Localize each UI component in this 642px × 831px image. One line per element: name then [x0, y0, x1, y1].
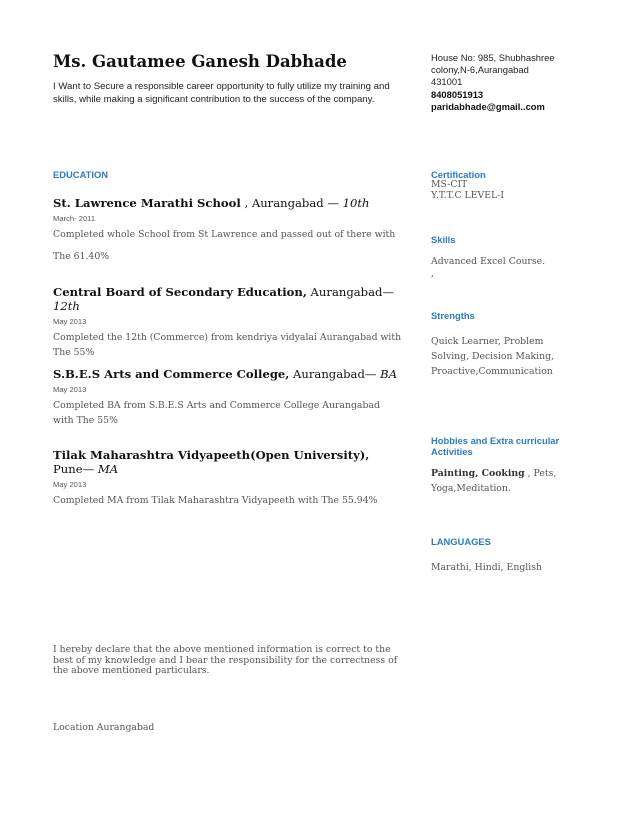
strengths-text: Quick Learner, Problem Solving, Decision Making, Proactive,Communication	[431, 336, 554, 377]
certification-heading: Certification	[431, 169, 486, 180]
degree-name: 12th	[53, 299, 80, 313]
degree-name: 10th	[342, 196, 370, 210]
degree-name: MA	[97, 462, 119, 476]
education-heading: EDUCATION	[53, 169, 109, 180]
strengths-section	[431, 310, 566, 379]
languages-text: Marathi, Hindi, English	[431, 562, 542, 573]
skills-section	[431, 234, 611, 279]
strengths-heading: Strengths	[431, 310, 475, 321]
candidate-name: Ms. Gautamee Ganesh Dabhade	[53, 52, 347, 71]
skills-item: ,	[431, 268, 434, 279]
institution-location: Aurangabad—	[289, 367, 381, 381]
education-title	[53, 448, 388, 476]
email-address: paridabhade@gmail..com	[431, 100, 545, 112]
education-description: Completed the 12th (Commerce) from kendriya vidyalai Aurangabad with The 55%	[53, 332, 402, 358]
education-title	[53, 367, 403, 381]
education-entry	[53, 196, 403, 268]
skills-heading: Skills	[431, 234, 456, 245]
address-line-2: colony,N-6,Aurangabad	[431, 64, 529, 76]
institution-name: St. Lawrence Marathi School	[53, 196, 241, 210]
skills-item: Advanced Excel Course.	[431, 256, 546, 267]
hobbies-section	[431, 435, 581, 496]
hobbies-highlight: Painting, Cooking	[431, 468, 525, 479]
career-objective: I Want to Secure a responsible career opportunity to fully utilize my training and skills, while making a significant contribution to the success of the company.	[53, 81, 390, 105]
certification-item: Y.T.T.C LEVEL-I	[431, 189, 504, 201]
education-date: March- 2011	[53, 214, 96, 223]
degree-name: BA	[380, 367, 398, 381]
institution-location: Pune—	[53, 462, 98, 476]
education-entry	[53, 448, 388, 508]
declaration-text: I hereby declare that the above mentioned information is correct to the best of my knowledge and I bear the responsibility for the correctness of the above mentioned particulars.	[53, 644, 398, 676]
education-date: May 2013	[53, 317, 87, 326]
institution-location: , Aurangabad —	[240, 196, 343, 210]
location-text: Location Aurangabad	[53, 722, 155, 733]
address-line-3: 431001	[431, 76, 463, 88]
education-date: May 2013	[53, 480, 87, 489]
certification-section	[431, 169, 611, 201]
institution-name: Tilak Maharashtra Vidyapeeth(Open University),	[53, 448, 370, 462]
education-title	[53, 196, 403, 210]
education-entry	[53, 285, 403, 360]
contact-block	[431, 52, 601, 113]
hobbies-rest: , Pets, Yoga,Meditation.	[431, 468, 557, 494]
languages-section	[431, 536, 611, 575]
certification-item: MS-CIT	[431, 179, 468, 190]
education-description: Completed BA from S.B.E.S Arts and Commerce College Aurangabad with The 55%	[53, 400, 380, 426]
phone-number: 8408051913	[431, 88, 484, 100]
education-title	[53, 285, 403, 313]
education-description: Completed MA from Tilak Maharashtra Vidyapeeth with The 55.94%	[53, 495, 378, 506]
institution-name: Central Board of Secondary Education,	[53, 285, 307, 299]
institution-name: S.B.E.S Arts and Commerce College,	[53, 367, 290, 381]
languages-heading: LANGUAGES	[431, 536, 491, 547]
institution-location: Aurangabad—	[306, 285, 395, 299]
education-entry	[53, 367, 403, 428]
education-date: May 2013	[53, 385, 87, 394]
hobbies-text	[431, 466, 581, 496]
education-description: Completed whole School from St Lawrence and passed out of there with The 61.40%	[53, 229, 396, 262]
hobbies-heading: Hobbies and Extra curricular Activities	[431, 435, 560, 457]
address-line-1: House No: 985, Shubhashree	[431, 52, 555, 63]
